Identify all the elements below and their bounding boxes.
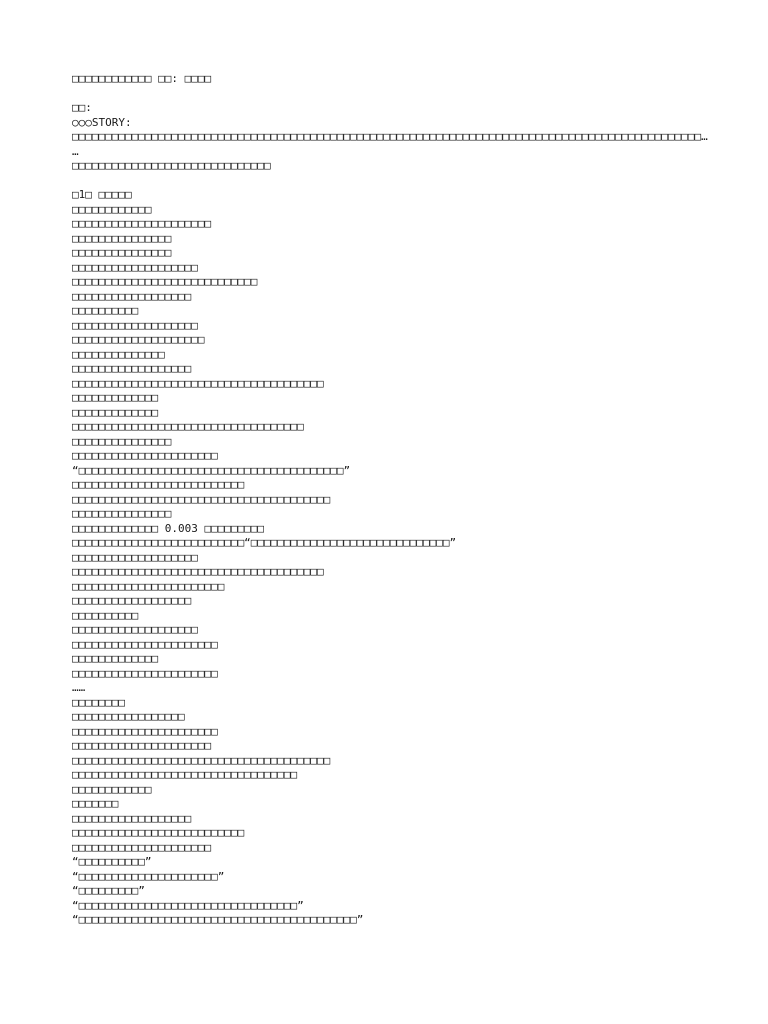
body-text-line: □□□□□□□□□□□□□□□□□ xyxy=(72,710,185,723)
body-text-line: □□□□□□□□□□□□□□□□□□□□□□□ xyxy=(72,579,225,593)
story-heading: ○○○STORY: xyxy=(72,115,132,129)
body-text-line: □□□□□□□□□□□□□□□□□□□□□□□□□□□□□□□□□□□□□□ xyxy=(72,565,324,578)
body-text-line: □□□□□□□□□□□□□□□□□□□□□□□□□□□□□□□□□□□ xyxy=(72,420,304,433)
body-text-line: □□□□□□□□□□□□□□□□□□□□□□ xyxy=(72,724,218,738)
body-text-line: □□□□□□□□□□□□□□□□□□□□□□□□□□□□□□□□□□□□□□ xyxy=(72,376,324,390)
body-text-line: “□□□□□□□□□” xyxy=(72,884,145,897)
document-page xyxy=(72,72,712,928)
summary-line: … xyxy=(72,144,79,158)
body-text-line: □□□□□□□□□□□□□□□□□□□□□□□□□□ xyxy=(72,478,245,491)
document-title: □□□□□□□□□□□□ □□: □□□□ xyxy=(72,72,212,85)
body-text-line: □□□□□□□□□□□□□□□□□□□ xyxy=(72,260,198,274)
body-text-line: □□□□□□□□□□□□□□□□□□□ xyxy=(72,318,198,332)
summary-line: □□□□□□□□□□□□□□□□□□□□□□□□□□□□□□□□□□□□□□□□□□□□□□□□□□□□□□□□□□□□□□□□□□□□□□□□□□□□□□□□□□□□□□□□□□□□□□□… xyxy=(72,130,708,143)
body-text-line: □□□□□□□□□□□□□□□□□□□□□□ xyxy=(72,637,218,651)
body-text-line: □□□□□□□□□□□□□ 0.003 □□□□□□□□□ xyxy=(72,521,265,535)
summary-line: □□□□□□□□□□□□□□□□□□□□□□□□□□□□□□ xyxy=(72,159,271,172)
body-text-line: □□□□□□□□□□□□□□□□□□□□□□□□□□□□□□□□□□□□□□□ xyxy=(72,753,331,767)
body-text-line: □□□□□□□□□□□□□□□□□□□□□□□□□□□□□□□□□□□□□□□ xyxy=(72,492,331,506)
body-text-line: □□□□□□□□□□□□□□□□□□□□□ xyxy=(72,840,212,854)
body-text-line: “□□□□□□□□□□□□□□□□□□□□□□□□□□□□□□□□□□□□□□□□□□” xyxy=(72,913,364,926)
body-text-line: □□□□□□□□□□□□ xyxy=(72,782,152,796)
body-text-line: □□□□□□□ xyxy=(72,797,119,810)
body-text-line: □□□□□□□□□□□□□ xyxy=(72,405,159,419)
chapter-body xyxy=(72,203,712,928)
body-text-line: □□□□□□□□□□□□□□□□□□ xyxy=(72,362,192,375)
body-text-line: □□□□□□□□□□ xyxy=(72,608,139,622)
body-text-line: □□□□□□□□□□□□□□□□□□□□□□ xyxy=(72,449,218,462)
body-text-line: □□□□□□□□□□□□□□□ xyxy=(72,507,172,520)
body-text-line: □□□□□□□□□□□□□□□□□□ xyxy=(72,289,192,303)
body-text-line: □□□□□□□□□□□□□□□□□□□□□ xyxy=(72,217,212,230)
body-text-line: □□□□□□□□□□□□□□□□□□ xyxy=(72,811,192,825)
body-text-line: “□□□□□□□□□□□□□□□□□□□□□” xyxy=(72,869,225,883)
body-text-line: □□□□□□□□□□□□□□□□□□□ xyxy=(72,623,198,636)
body-text-line: □□□□□□□□□□□□□ xyxy=(72,652,159,665)
spacer xyxy=(72,174,712,189)
body-text-line: □□□□□□□□□□□□□□□ xyxy=(72,246,172,259)
body-text-line: “□□□□□□□□□□□□□□□□□□□□□□□□□□□□□□□□□” xyxy=(72,898,304,912)
body-text-line: □□□□□□□□□□□□□□□□□□□□□□□□□□“□□□□□□□□□□□□□□□□□□□□□□□□□□□□□□” xyxy=(72,536,457,549)
meta-label: □□: xyxy=(72,101,92,114)
body-text-line: □□□□□□□□□□□□□□□ xyxy=(72,434,172,448)
spacer xyxy=(72,87,712,102)
body-text-line: “□□□□□□□□□□” xyxy=(72,855,152,868)
body-text-line: □□□□□□□□□□□□□□□□□□□□□□□□□□□□□□□□□□ xyxy=(72,768,298,781)
body-text-line: □□□□□□□□□□□□□□□ xyxy=(72,231,172,245)
body-text-line: □□□□□□□□ xyxy=(72,695,125,709)
body-text-line: □□□□□□□□□□□□□□ xyxy=(72,347,165,361)
body-text-line: □□□□□□□□□□□□□□□□□□□□□ xyxy=(72,739,212,752)
body-text-line: □□□□□□□□□□□□□ xyxy=(72,391,159,404)
body-text-line: □□□□□□□□□□□□□□□□□□□□□□□□□□ xyxy=(72,826,245,839)
body-text-line: □□□□□□□□□□ xyxy=(72,304,139,317)
chapter-heading: □1□ □□□□□ xyxy=(72,188,132,201)
body-text-line: □□□□□□□□□□□□□□□□□□□□□□ xyxy=(72,666,218,680)
body-text-line: □□□□□□□□□□□□□□□□□□□□ xyxy=(72,333,205,346)
body-text-line: …… xyxy=(72,681,86,694)
body-text-line: □□□□□□□□□□□□□□□□□□□□□□□□□□□□ xyxy=(72,275,258,288)
body-text-line: □□□□□□□□□□□□ xyxy=(72,202,152,216)
body-text-line: □□□□□□□□□□□□□□□□□□ xyxy=(72,594,192,607)
body-text-line: □□□□□□□□□□□□□□□□□□□ xyxy=(72,550,198,564)
body-text-line: “□□□□□□□□□□□□□□□□□□□□□□□□□□□□□□□□□□□□□□□□” xyxy=(72,463,351,477)
